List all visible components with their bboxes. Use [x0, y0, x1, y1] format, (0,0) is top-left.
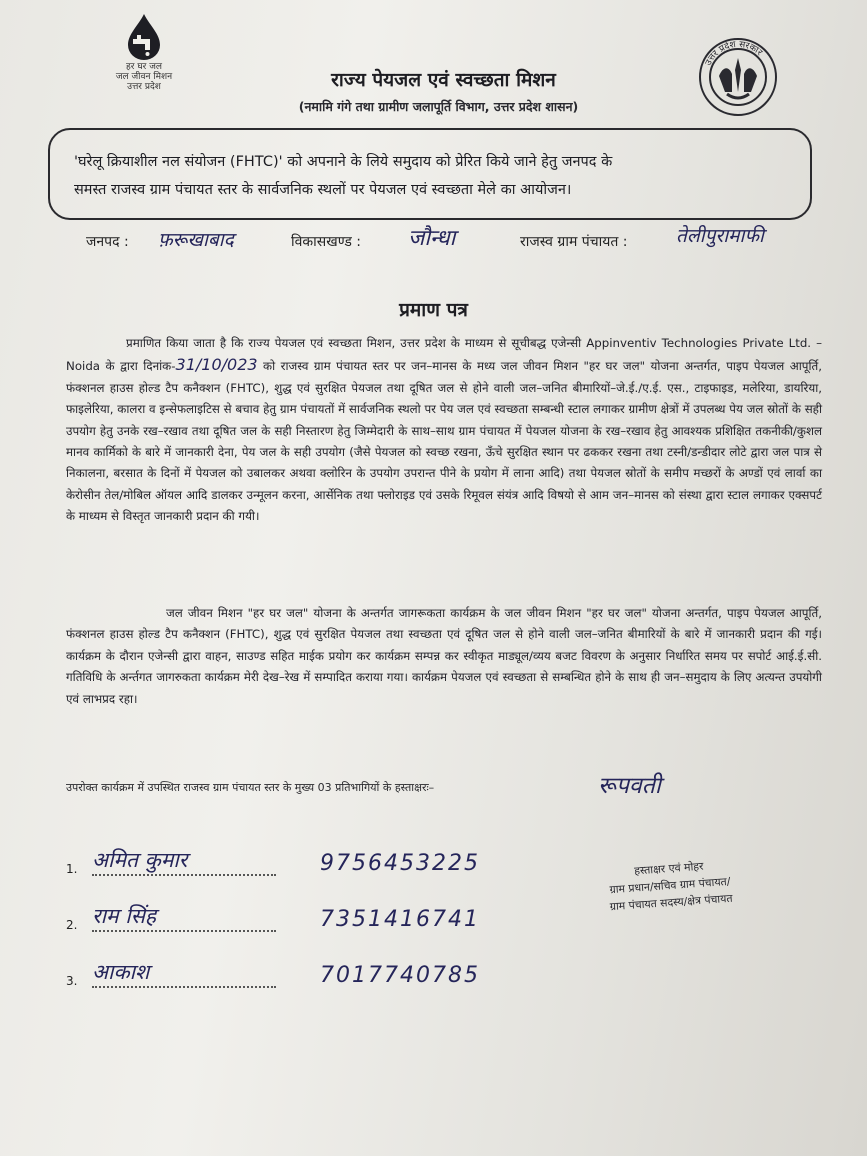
participant-phone: 9756453225 [320, 851, 480, 876]
paragraph-2-text: जल जीवन मिशन "हर घर जल" योजना के अन्तर्गत जागरूकता कार्यक्रम के जल जीवन मिशन "हर घर जल" योजना अन्तर्गत, पाइप पेयजल आपूर्ति, फंक्शनल हाउस होल्ड टैप कनैक्शन (FHTC), शुद्ध एवं सुरक्षित पेयजल तथा स्वच्छता एवं दूषित जल से होने वाली जल–जनित बीमारियों के बारे में जानकारी प्रदान की गई। कार्यक्रम के दौरान एजेन्सी द्वारा वाहन, साउण्ड सहित माईक प्रयोग कर कार्यक्रम सम्पन्न कर स्वीकृत माड्यूल/व्यय बजट विवरण के अनुसार निर्धारित समय पर सपोर्ट आई.ई.सी. गतिविधि के अर्न्तगत जागरुकता कार्यक्रम मेरी देख–रेख में सम्पादित कराया गया। कार्यक्रम पेयजल एवं स्वच्छता से सम्बन्धित होने के साथ ही जन–समुदाय के लिए अत्यन्त उपयोगी एवं लाभप्रद रहा। [66, 606, 822, 706]
event-description-box [48, 128, 812, 220]
signature-line-1: हस्ताक्षर एवं मोहर [633, 859, 704, 878]
district-label: जनपद : [86, 234, 129, 250]
district-value: फ़रूखाबाद [158, 229, 234, 251]
certificate-paragraph-1 [66, 333, 822, 528]
panchayat-value: तेलीपुरामाफी [676, 225, 764, 247]
signature-line-2: ग्राम प्रधान/सचिव ग्राम पंचायत/ [609, 874, 731, 897]
page-title: राज्य पेयजल एवं स्वच्छता मिशन [331, 69, 556, 91]
emblem-text: उत्तर प्रदेश सरकार [703, 39, 764, 68]
water-drop-tap-icon [120, 12, 168, 62]
event-line-1: 'घरेलू क्रियाशील नल संयोजन (FHTC)' को अपनाने के लिये समुदाय को प्रेरित किये जाने हेतु जनपद के [74, 154, 613, 170]
participants-label: उपरोक्त कार्यक्रम में उपस्थित राजस्व ग्राम पंचायत स्तर के मुख्य 03 प्रतिभागियों के हस्ताक्षरः– [66, 781, 435, 794]
participant-signature: राम सिंह [92, 904, 157, 928]
pradhan-signature: रूपवती [598, 773, 661, 799]
participant-signature: आकाश [92, 960, 150, 984]
logo-line-1: हर घर जल [126, 62, 162, 72]
certificate-paragraph-2 [66, 603, 822, 710]
logo-line-3: उत्तर प्रदेश [127, 82, 161, 92]
participant-number: 3. [66, 974, 78, 988]
participant-number: 1. [66, 862, 78, 876]
event-date: 31/10/023 [175, 355, 258, 375]
block-label: विकासखण्ड : [291, 234, 362, 250]
paragraph-1-rest: को राजस्व ग्राम पंचायत स्तर पर जन–मानस के मध्य जल जीवन मिशन "हर घर जल" योजना अन्तर्गत, पाइप पेयजल आपूर्ति, फंक्शनल हाउस होल्ड टैप कनैक्शन (FHTC), शुद्ध एवं सुरक्षित पेयजल तथा दूषित जल से होने वाली जल–जनित बीमारियों–जे.ई./ए.ई. एस., टाइफाइड, मलेरिया, डायरिया, फाइलेरिया, कालरा व इन्सेफलाइटिस से बचाव हेतु ग्राम पंचायतों में सार्वजनिक स्थलो पर पेय जल एवं स्वच्छता सम्बन्धी स्टाल लगाकर ग्रामीण क्षेत्रों में उपलब्ध पेय जल स्रोतों के सही उपयोग हेतु उनके रख–रखाव तथा दूषित जल के सही निस्तारण हेतु जिम्मेदारी के साथ–साथ ग्राम पंचायत में पेयजल योजना के रख–रखाव हेतु आवश्यक प्रशिक्षित तकनीकी/कुशल मानव कार्मिको के बारे में जानकारी देना, पेय जल के सही उपयोग (जैसे पेयजल को स्वच्छ रखना, ऊँचे सुरक्षित स्थान पर ढककर रखना तथा टस्नी/डन्डीदार लोटे द्वारा जल पात्र से निकालना, बरसात के दिनों में पेयजल को उबालकर अथवा क्लोरिन के उपयोग उपरान्त पीने के प्रयोग में लाना आदि) तथा पेयजल स्रोतों के समीप मच्छरों के अण्डों एवं लार्वा का केरोसीन तेल/मोबिल ऑयल आदि डालकर उन्मूलन करना, आर्सेनिक तथा फ्लोराइड एवं उसके रिमूवल संयंत्र आदि विषयो से आम जन–मानस को संस्था द्वारा स्टाल लगाकर एक्सपर्ट के माध्यम से विस्तृत जानकारी प्रदान की गयी। [66, 359, 822, 524]
signature-designation [558, 852, 781, 918]
participant-row [66, 838, 506, 878]
participant-phone: 7017740785 [320, 963, 480, 988]
signature-line [92, 930, 276, 932]
logo-line-2: जल जीवन मिशन [115, 72, 173, 82]
participant-row [66, 894, 506, 934]
signature-line [92, 874, 276, 876]
certificate-title: प्रमाण पत्र [399, 299, 468, 321]
paragraph-1-start: प्रमाणित किया जाता है कि राज्य पेयजल एवं स्वच्छता मिशन, उत्तर प्रदेश के माध्यम से सूचीबद्ध एजेन्सी Appinventiv Technologies Private Ltd. – Noida के द्वारा दिनांक- [66, 336, 822, 374]
participant-number: 2. [66, 918, 78, 932]
event-line-2: समस्त राजस्व ग्राम पंचायत स्तर के सार्वजनिक स्थलों पर पेयजल एवं स्वच्छता मेले का आयोजन। [74, 182, 572, 198]
page-subtitle: (नमामि गंगे तथा ग्रामीण जलापूर्ति विभाग, उत्तर प्रदेश शासन) [298, 99, 579, 114]
block-value: जौन्धा [408, 226, 456, 251]
signature-line-3: ग्राम पंचायत सदस्य/क्षेत्र पंचायत [609, 891, 733, 914]
panchayat-label: राजस्व ग्राम पंचायत : [520, 234, 628, 250]
signature-line [92, 986, 276, 988]
participant-signature: अमित कुमार [92, 848, 188, 872]
participant-row [66, 950, 506, 990]
participant-phone: 7351416741 [320, 907, 480, 932]
